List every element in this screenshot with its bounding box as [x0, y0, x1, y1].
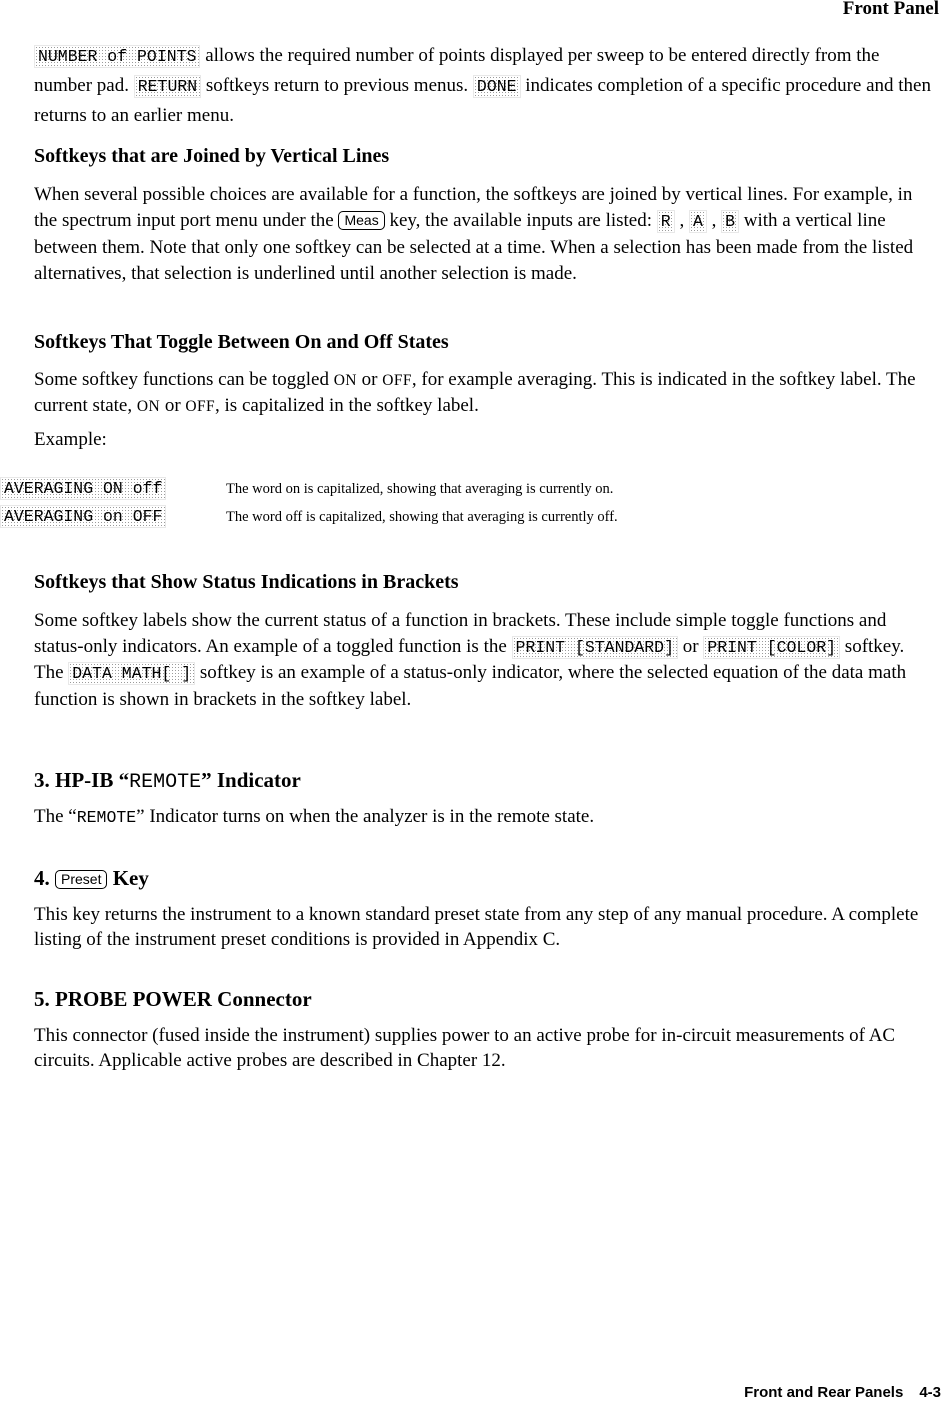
- softkey-print-color: PRINT [COLOR]: [703, 636, 840, 659]
- preset-key-paragraph: This key returns the instrument to a known standard preset state from any step of any manual procedure. A complete listing of the instrument preset conditions is provided in Appendix C.: [34, 904, 919, 950]
- heading-preset-key: 4. Preset Key: [34, 866, 149, 890]
- heading-vertical-lines: Softkeys that are Joined by Vertical Lines: [34, 145, 390, 167]
- heading-toggle: Softkeys That Toggle Between On and Off States: [34, 331, 449, 353]
- example-softkey-averaging-off: AVERAGING on OFF: [0, 507, 166, 526]
- preset-key: Preset: [55, 870, 107, 889]
- example-softkey-averaging-on: AVERAGING ON off: [0, 479, 166, 498]
- softkey-number-of-points: NUMBER of POINTS: [34, 45, 200, 68]
- status-brackets-paragraph: Some softkey labels show the current status of a function in brackets. These include simple toggle functions and status-only indicators. An example of a toggled function is the PRINT [STANDARD] or PRINT [COLOR] softkey. The DATA MATH[ ] softkey is an example of a status-only indicator, where the selected equation of the data math function is shown in brackets in the softkey label.: [34, 610, 907, 710]
- example-label: Example:: [34, 429, 107, 450]
- intro-paragraph: NUMBER of POINTS allows the required number of points displayed per sweep to be entered directly from the number pad. RETURN softkeys return to previous menus. DONE indicates completion of a specific procedure and then returns to an earlier menu.: [34, 45, 931, 126]
- running-header: Front Panel: [842, 0, 939, 19]
- toggle-paragraph: Some softkey functions can be toggled ON or OFF, for example averaging. This is indicated in the softkey label. The current state, ON or OFF, is capitalized in the softkey label.: [34, 369, 916, 416]
- softkey-done: DONE: [473, 75, 521, 98]
- softkey-data-math: DATA MATH[ ]: [68, 662, 195, 685]
- softkey-print-standard: PRINT [STANDARD]: [512, 636, 678, 659]
- heading-status-brackets: Softkeys that Show Status Indications in Brackets: [34, 571, 459, 593]
- softkey-return: RETURN: [134, 75, 201, 98]
- footer-section-title: Front and Rear Panels: [744, 1384, 904, 1401]
- softkey-a: A: [689, 210, 707, 233]
- vertical-lines-paragraph: When several possible choices are available for a function, the softkeys are joined by vertical lines. For example, in the spectrum input port menu under the Meas key, the available inputs are listed: R , A , B with a vertical line between them. Note that only one softkey can be selected at a time. When a selection has been made from the listed alternatives, that selection is underlined until another selection is made.: [34, 184, 914, 284]
- probe-power-paragraph: This connector (fused inside the instrument) supplies power to an active probe for in-circuit measurements of AC circuits. Applicable active probes are described in Chapter 12.: [34, 1025, 896, 1071]
- heading-remote-indicator: 3. HP-IB “REMOTE” Indicator: [34, 768, 301, 794]
- example-description-on: The word on is capitalized, showing that averaging is currently on.: [226, 481, 614, 497]
- page-footer: [744, 1384, 941, 1401]
- example-description-off: The word off is capitalized, showing that averaging is currently off.: [226, 509, 618, 525]
- heading-probe-power: 5. PROBE POWER Connector: [34, 987, 312, 1011]
- page-number: 4-3: [919, 1384, 941, 1401]
- softkey-r: R: [657, 210, 675, 233]
- remote-indicator-paragraph: The “REMOTE” Indicator turns on when the analyzer is in the remote state.: [34, 806, 595, 827]
- softkey-b: B: [721, 210, 739, 233]
- meas-key: Meas: [338, 211, 384, 230]
